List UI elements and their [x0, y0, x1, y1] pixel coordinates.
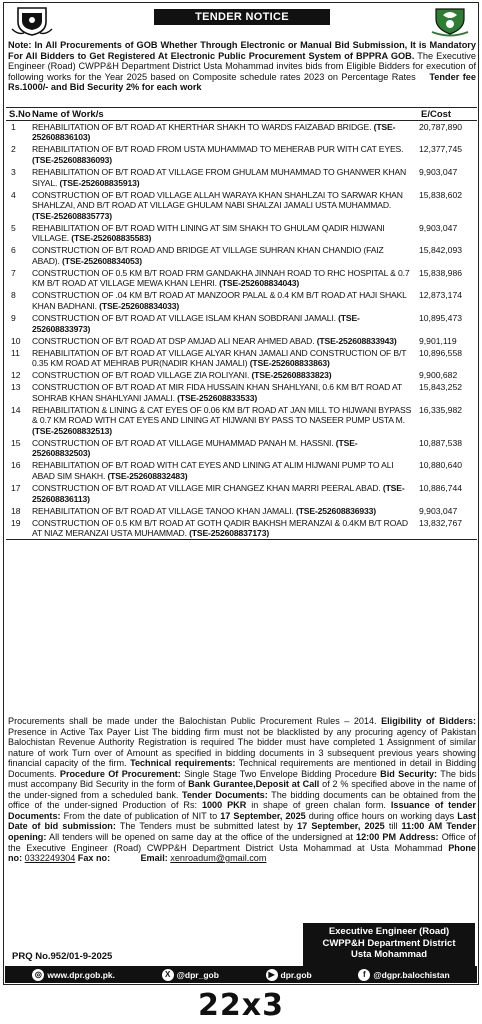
row-work-name — [30, 348, 417, 369]
row-work-name — [30, 382, 417, 403]
procedure-text: Single Stage Two Envelope Bidding Procedure — [180, 768, 381, 779]
work-description: REHABILITATION & LINING & CAT EYES OF 0.06 KM B/T ROAD AT JAN MILL TO HIJWANI BYPASS & 0.7 KM ROAD WITH CAT EYES AND LINING AT HIJWANI BY PASS TO NASEER PUMP USTA M. — [32, 404, 412, 426]
documents-heading: Tender Documents: — [182, 789, 268, 800]
tse-id: (TSE-252608834033) — [99, 301, 180, 312]
table-row — [6, 369, 477, 381]
social-handle: www.dpr.gob.pk. — [47, 969, 115, 980]
row-cost: 15,838,602 — [419, 189, 463, 200]
opening-text: All tenders will be opened on same day at the office of the undersigned at — [46, 832, 357, 843]
social-link[interactable] — [358, 969, 449, 981]
social-link[interactable] — [32, 969, 115, 981]
work-description: CONSTRUCTION OF B/T ROAD AT VILLAGE MIR CHANGEZ KHAN MARRI PEERAL ABAD. — [32, 483, 381, 494]
work-description: REHABILITATION OF B/T ROAD AT VILLAGE ALYAR KHAN JAMALI AND CONSTRUCTION OF B/T 0.35 KM ROAD AT MEHRAB PUR(NADIR KHAN JAMALI) — [32, 347, 407, 369]
row-work-name — [30, 223, 417, 244]
social-handle: @dpr_gob — [176, 969, 219, 980]
row-sno: 4 — [11, 189, 16, 200]
bid-security-text: The bids must accompany Bid Security in the form of — [8, 768, 476, 790]
last-date-heading: Last Date of bid submission: — [8, 810, 476, 832]
row-cost: 12,377,745 — [419, 144, 463, 155]
row-sno: 10 — [11, 335, 21, 346]
eligibility-heading: Eligibility of Bidders: — [381, 716, 476, 726]
table-row — [6, 460, 477, 483]
row-cost: 15,843,252 — [419, 382, 463, 393]
tse-id: (TSE-252608833863) — [249, 358, 330, 369]
address-text: Office of the Executive Engineer (Road) CWPP&H Department District Usta Mohammad at Usta Mohammad — [8, 832, 477, 853]
row-sno: 15 — [11, 437, 21, 448]
row-work-name — [30, 167, 417, 188]
row-sno: 17 — [11, 483, 21, 494]
globe-icon: ◎ — [32, 969, 44, 981]
row-cost: 9,903,047 — [419, 505, 458, 516]
email-label: Email: — [140, 853, 168, 864]
tender-notice — [3, 2, 479, 985]
social-bar — [5, 966, 477, 983]
row-work-name — [30, 268, 417, 289]
row-sno: 2 — [11, 144, 16, 155]
row-work-name — [30, 122, 417, 143]
table-row — [6, 517, 477, 540]
row-sno: 19 — [11, 517, 21, 528]
x-icon: X — [162, 969, 174, 981]
header-cost: E/Cost — [421, 109, 452, 120]
procedure-heading: Procedure Of Procurement: — [59, 768, 181, 779]
notice-footer — [6, 921, 477, 966]
table-row — [6, 335, 477, 347]
row-work-name — [30, 405, 417, 437]
work-description: REHABILITATION OF B/T ROAD WITH LINING AT SIM SHAKH TO GHULAM QADIR HIJWANI VILLAGE. — [32, 222, 385, 244]
work-description: CONSTRUCTION OF B/T ROAD AND BRIDGE AT VILLAGE SUHRAN KHAN CHANDIO (FAIZ ABAD). — [32, 245, 384, 266]
address-heading: Address: — [399, 832, 439, 843]
table-row — [6, 347, 477, 370]
table-header — [6, 108, 477, 121]
row-cost: 13,832,767 — [419, 517, 463, 528]
till-text: till — [384, 821, 402, 832]
issuance-date: 17 September, 2025 — [220, 810, 306, 821]
table-row — [6, 121, 477, 144]
row-work-name — [30, 190, 417, 222]
row-work-name — [30, 460, 417, 481]
row-sno: 18 — [11, 505, 21, 516]
row-work-name — [30, 313, 417, 334]
work-description: REHABILITATION OF B/T ROAD WITH CAT EYES AND LINING AT ALIM HIJWANI PUMP TO ALI ABAD SIM SHAKH. — [32, 460, 394, 482]
table-row — [6, 437, 477, 460]
tse-id: (TSE-252608837173) — [189, 528, 270, 539]
row-work-name — [30, 438, 417, 459]
work-description: CONSTRUCTION OF 0.5 KM B/T ROAD AT GOTH QADIR BAKHSH MERANZAI & 0.4KM B/T ROAD AT NIAZ MERANZAI USTA MUHAMMAD. — [32, 517, 408, 539]
table-row — [6, 244, 477, 267]
row-cost: 15,842,093 — [419, 245, 463, 256]
tse-id: (TSE-252608836933) — [295, 505, 376, 516]
ad-size-label: 22x3 — [198, 988, 284, 1023]
balochistan-emblem-icon — [10, 5, 54, 37]
tse-id: (TSE-252608834043) — [219, 278, 300, 289]
work-description: REHABILITATION OF B/T ROAD FROM USTA MUHAMMAD TO MEHERAB PUR WITH CAT EYES. — [32, 144, 404, 155]
work-description: REHABILITATION OF B/T ROAD AT KHERTHAR SHAKH TO WARDS FAIZABAD BRIDGE. — [32, 121, 372, 132]
tse-id: (TSE-252608836113) — [32, 483, 405, 504]
tse-id: (TSE-252608835583) — [71, 233, 152, 244]
social-handle: dpr.gob — [280, 969, 312, 980]
row-sno: 8 — [11, 290, 16, 301]
work-description: CONSTRUCTION OF B/T ROAD VILLAGE ALLAH WARAYA KHAN SHAHLZAI TO SARWAR KHAN SHAHLZAI, AND B/T ROAD AT VILLAGE GHULAM NABI SHALZAI JAMALI USTA MUHAMMAD. — [32, 189, 403, 211]
tse-id: (TSE-252608834053) — [62, 255, 142, 266]
tse-id: (TSE-252608835773) — [32, 210, 112, 221]
row-cost: 15,838,986 — [419, 267, 463, 278]
row-sno: 7 — [11, 267, 16, 278]
submission-time: 11:00 AM — [401, 821, 443, 832]
issuer-location: Usta Mohammad — [350, 949, 427, 960]
row-sno: 13 — [11, 382, 21, 393]
social-handle: @dgpr.balochistan — [373, 969, 450, 980]
table-row — [6, 312, 477, 335]
terms-paragraph — [8, 716, 476, 864]
row-work-name — [30, 245, 417, 266]
row-work-name — [30, 518, 417, 539]
header-name: Name of Work/s — [32, 109, 104, 120]
notice-header — [4, 3, 478, 39]
work-description: REHABILITATION OF B/T ROAD AT VILLAGE FROM GHULAM MUHAMMAD TO GHANWER KHAN SIYAL. — [32, 166, 407, 188]
fax-label: Fax no: — [77, 853, 111, 864]
work-description: CONSTRUCTION OF 0.5 KM B/T ROAD FRM GANDAKHA JINNAH ROAD TO RHC HOSPITAL & 0.7 KM B/T ROAD AT VILLAGE MEWA KHAN LEHRI. — [32, 267, 410, 289]
notice-title: TENDER NOTICE — [154, 9, 330, 25]
technical-text: Technical requirements are mentioned in detail in Bidding Documents. — [8, 758, 477, 779]
row-work-name — [30, 483, 417, 504]
row-cost: 10,887,538 — [419, 437, 463, 448]
row-work-name — [30, 290, 417, 311]
phone-label: Phone no: — [8, 842, 476, 864]
social-link[interactable] — [266, 969, 312, 981]
email-link[interactable]: xenroadum@gmail.com — [170, 853, 267, 864]
row-cost: 12,873,174 — [419, 290, 463, 301]
opening-heading: Tender opening: — [8, 821, 476, 843]
documents-text: The bidding documents can be obtained from the office of the under-signed Production of Rs: — [8, 789, 476, 811]
row-cost: 20,787,890 — [419, 121, 463, 132]
row-work-name — [30, 506, 417, 517]
row-cost: 16,335,982 — [419, 404, 463, 415]
office-hours-text: during office hours on working days — [305, 810, 458, 821]
tse-id: (TSE-252608832483) — [107, 471, 188, 482]
work-description: REHABILITATION OF B/T ROAD AT VILLAGE TANOO KHAN JAMALI. — [32, 505, 294, 516]
tse-id: (TSE-252608833533) — [177, 392, 258, 403]
invitation-text: The Executive Engineer (Road) CWPP&H Department District Usta Mohammad invites bids from Eligible Bidders for execution of following works for the Year 2025 based on Composite schedule rates 2023 on Percentage Rates — [8, 50, 476, 82]
table-row — [6, 404, 477, 437]
guarantee-text: of 2 % specified above in the name of the under-signed from a scheduled bank. — [8, 779, 477, 800]
terms-text: Procurements shall be made under the Balochistan Public Procurement Rules – 2014. — [8, 716, 382, 726]
row-cost: 9,903,047 — [419, 222, 458, 233]
header-sno: S.No — [9, 109, 31, 120]
row-cost: 9,903,047 — [419, 166, 458, 177]
row-cost: 10,880,640 — [419, 460, 463, 471]
table-row — [6, 505, 477, 517]
work-description: CONSTRUCTION OF .04 KM B/T ROAD AT MANZOOR PALAL & 0.4 KM B/T ROAD AT HAJI SHAKL KHAN BADHANI. — [32, 290, 407, 312]
work-description: CONSTRUCTION OF B/T ROAD AT VILLAGE ISLAM KHAN SOBDRANI JAMALI. — [32, 313, 336, 324]
table-row — [6, 290, 477, 313]
table-row — [6, 144, 477, 167]
youtube-icon: ▶ — [266, 969, 278, 981]
technical-heading: Technical requirements: — [130, 758, 236, 769]
row-sno: 11 — [11, 347, 20, 358]
row-cost: 9,900,682 — [419, 370, 458, 381]
work-description: CONSTRUCTION OF B/T ROAD AT VILLAGE MUHAMMAD PANAH M. HASSNI. — [32, 437, 334, 448]
row-work-name — [30, 336, 417, 347]
eligibility-text: Presence in Active Tax Payer List The bidding firm must not be blacklisted by any procuring agency of Pakistan Balochistan Revenue Authority Registration is required The bidder must have completed 1 Assignment of similar nature of work Turn over of Amount as specified in bidding documents in 3 subsequent previous years showing financial capacity of the firm. — [8, 726, 476, 769]
mandatory-note: Note: In All Procurements of GOB Whether Through Electronic or Manual Bid Submission, It is Mandatory For All Bidders to Get Registered At Electronic Public Procurement System of BPPRA GOB. — [8, 40, 476, 61]
guarantee-term: Bank Gurantee,Deposit at Call — [188, 779, 320, 790]
tse-id: (TSE-252608836103) — [32, 121, 396, 143]
tse-id: (TSE-252608832513) — [32, 425, 112, 436]
row-cost: 9,901,119 — [419, 335, 457, 346]
work-description: CONSTRUCTION OF B/T ROAD AT MIR FIDA HUSSAIN KHAN SHAHLYANI, 0.6 KM B/T ROAD AT SOHRAB KHAN SHAHLYANI JAMALI. — [32, 382, 402, 403]
issuance-heading: Issuance of tender Documents: — [8, 800, 476, 821]
social-link[interactable] — [162, 969, 219, 981]
row-sno: 3 — [11, 166, 16, 177]
facebook-icon: f — [358, 969, 370, 981]
chalan-text: in shape of green chalan form. — [246, 800, 391, 811]
tse-id: (TSE-252608832503) — [32, 437, 358, 459]
prq-number: PRQ No.952/01-9-2025 — [12, 951, 113, 962]
tse-id: (TSE-252608833943) — [316, 335, 397, 346]
tse-id: (TSE-252608833823) — [251, 370, 332, 381]
issuer-title: Executive Engineer (Road) — [328, 926, 450, 937]
works-table — [6, 107, 477, 540]
row-sno: 16 — [11, 460, 21, 471]
row-cost: 10,896,558 — [419, 347, 463, 358]
row-sno: 9 — [11, 313, 16, 324]
issuer-department: CWPP&H Department District — [322, 937, 456, 949]
tender-fee-note: Tender fee Rs.1000/- and Bid Security 2% for each work — [8, 71, 477, 93]
table-row — [6, 381, 477, 404]
row-work-name — [30, 144, 417, 165]
table-row — [6, 222, 477, 245]
row-sno: 1 — [11, 121, 16, 132]
tse-id: (TSE-252608836093) — [32, 154, 112, 165]
table-row — [6, 189, 477, 222]
work-description: CONSTRUCTION OF B/T ROAD AT DSP AMJAD ALI NEAR AHMED ABAD. — [32, 335, 315, 346]
row-sno: 12 — [11, 370, 21, 381]
department-seal-icon — [428, 5, 472, 37]
row-sno: 14 — [11, 404, 21, 415]
table-row — [6, 482, 477, 505]
table-row — [6, 267, 477, 290]
opening-time: 12:00 PM — [356, 832, 397, 843]
row-cost: 10,886,744 — [419, 483, 463, 494]
row-sno: 6 — [11, 245, 16, 256]
row-cost: 10,895,473 — [419, 313, 463, 324]
issuance-text: From the date of publication of NIT to — [60, 810, 221, 821]
work-description: CONSTRUCTION OF B/T ROAD VILLAGE ZIA ROLIYANI. — [32, 370, 250, 381]
intro-paragraph — [8, 40, 476, 93]
table-row — [6, 166, 477, 189]
table-body — [6, 121, 477, 539]
submission-date: 17 September, 2025 — [297, 821, 385, 832]
tse-id: (TSE-252608835913) — [59, 177, 140, 188]
row-sno: 5 — [11, 222, 16, 233]
document-fee: 1000 PKR — [201, 800, 247, 811]
last-date-text: The Tenders must be submitted latest by — [115, 821, 298, 832]
phone-number[interactable]: 0332249304 — [24, 853, 76, 864]
bid-security-heading: Bid Security: — [380, 768, 438, 779]
row-work-name — [30, 370, 417, 381]
tse-id: (TSE-252608833973) — [32, 313, 360, 334]
issuer-block — [303, 923, 475, 967]
